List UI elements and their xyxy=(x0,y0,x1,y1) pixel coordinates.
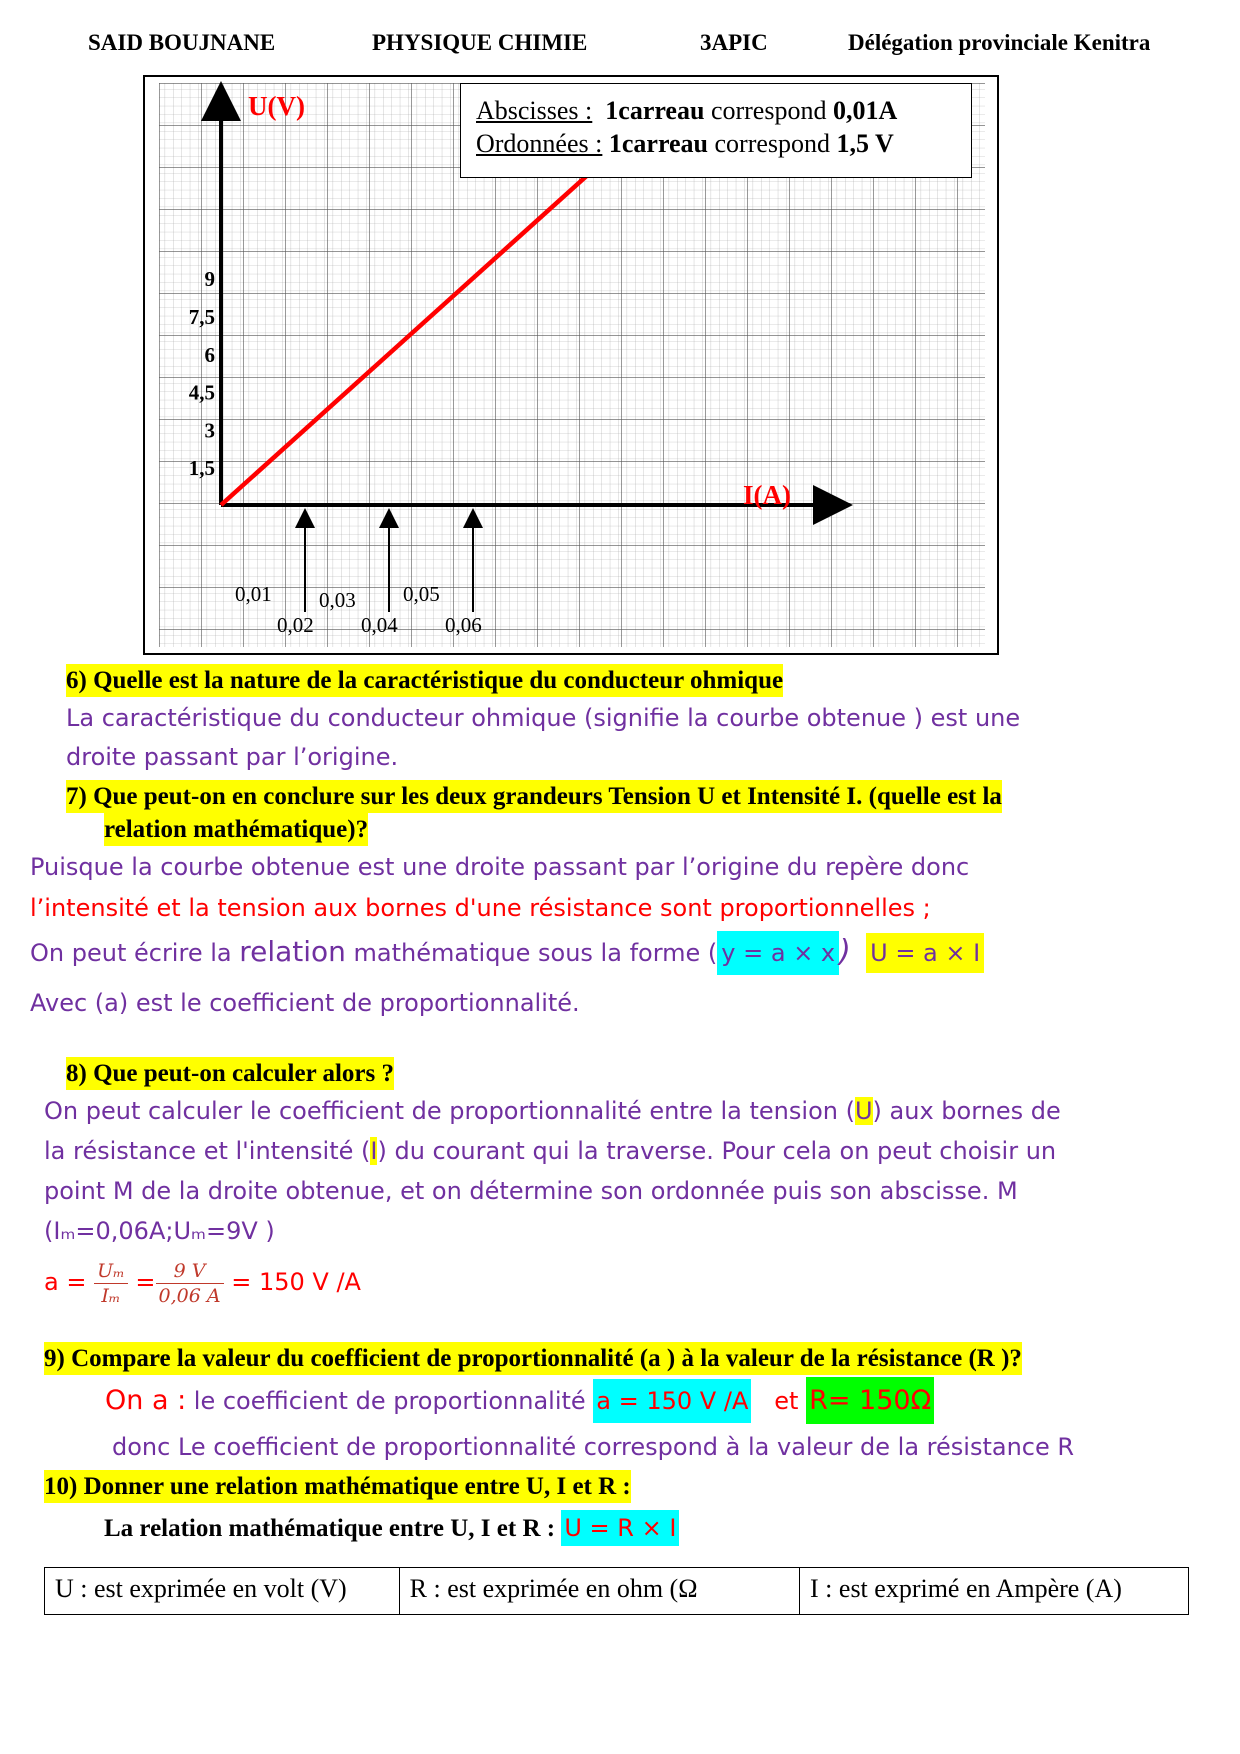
y-tick-label: 4,5 xyxy=(188,380,215,405)
answer-8-i-highlight: I xyxy=(370,1137,378,1165)
x-tick-label: 0,03 xyxy=(319,588,356,612)
fraction-9v: 9 V xyxy=(156,1259,224,1284)
answer-7-line-1: Puisque la courbe obtenue est une droite passant par l’origine du repère donc xyxy=(30,853,970,881)
abscisses-value: 0,01A xyxy=(832,96,898,125)
scale-legend-abscisses xyxy=(476,94,971,127)
question-10: 10) Donner une relation mathématique entre U, I et R : xyxy=(44,1470,631,1503)
x-tick-label: 0,04 xyxy=(361,613,398,637)
question-8: 8) Que peut-on calculer alors ? xyxy=(66,1057,394,1090)
answer-7-line-2: l’intensité et la tension aux bornes d'une résistance sont proportionnelles ; xyxy=(30,894,931,922)
ordonnees-unit: 1carreau xyxy=(608,129,709,158)
x-tick-label: 0,05 xyxy=(403,582,440,606)
relation-value: U = R × I xyxy=(561,1510,679,1546)
x-tick-label: 0,06 xyxy=(445,613,482,637)
answer-9-line-2: donc Le coefficient de proportionnalité correspond à la valeur de la résistance R xyxy=(112,1433,1075,1461)
y-axis-label: U(V) xyxy=(248,91,305,121)
units-table xyxy=(44,1567,1189,1615)
answer-6-line-2: droite passant par l’origine. xyxy=(66,743,399,771)
author-name: SAID BOUJNANE xyxy=(88,30,276,55)
scale-legend-ordonnees xyxy=(476,127,971,160)
class-name: 3APIC xyxy=(700,30,768,55)
answer-9-a-value: a = 150 V /A xyxy=(593,1379,751,1423)
answer-8-line-2-b: ) du courant qui la traverse. Pour cela on peut choisir un xyxy=(377,1137,1057,1165)
answer-9-line-1 xyxy=(105,1386,934,1416)
y-tick-label: 6 xyxy=(204,342,215,367)
formula-close: ) xyxy=(839,934,851,969)
x-tick-label: 0,02 xyxy=(277,613,314,637)
answer-7-mid: mathématique sous la forme ( xyxy=(345,939,718,967)
calc-eq: = xyxy=(135,1268,156,1296)
answer-7-prefix: On peut écrire la xyxy=(30,939,240,967)
units-cell-u: U : est exprimée en volt (V) xyxy=(45,1568,400,1615)
fraction-um: Uₘ xyxy=(94,1259,128,1284)
answer-9-r-value: R= 150Ω xyxy=(806,1377,934,1424)
relation-line xyxy=(104,1512,679,1545)
answer-8-line-3: point M de la droite obtenue, et on détermine son ordonnée puis son abscisse. M xyxy=(44,1177,1018,1205)
abscisses-unit: 1carreau xyxy=(605,96,705,125)
y-tick-label: 7,5 xyxy=(188,305,215,329)
question-6: 6) Quelle est la nature de la caractéristique du conducteur ohmique xyxy=(66,664,783,697)
answer-7-line-3 xyxy=(30,934,984,969)
calc-lhs: a = xyxy=(44,1268,87,1296)
abscisses-label: Abscisses : xyxy=(476,96,593,125)
relation-label: La relation mathématique entre U, I et R : xyxy=(104,1515,556,1542)
answer-8-line-2-a: la résistance et l'intensité ( xyxy=(44,1137,371,1165)
x-axis-label: I(A) xyxy=(743,480,791,510)
answer-9-mid: le coefficient de proportionnalité xyxy=(186,1387,594,1415)
calc-result: = 150 V /A xyxy=(231,1268,361,1296)
ordonnees-value: 1,5 V xyxy=(836,129,894,158)
y-tick-label: 3 xyxy=(204,418,215,443)
answer-7-line-4: Avec (a) est le coefficient de proportionnalité. xyxy=(30,989,580,1017)
table-row xyxy=(45,1568,1189,1615)
answer-8-u-highlight: U xyxy=(854,1097,873,1125)
y-tick-label: 1,5 xyxy=(188,456,215,481)
units-cell-i: I : est exprimé en Ampère (A) xyxy=(800,1568,1189,1615)
answer-9-et: et xyxy=(774,1387,799,1415)
question-7-line-1: 7) Que peut-on en conclure sur les deux grandeurs Tension U et Intensité I. (quelle est la xyxy=(66,780,1002,813)
fraction-um-im xyxy=(94,1259,128,1308)
abscisses-text: correspond xyxy=(710,96,827,125)
formula-general: y = a × x xyxy=(717,931,839,975)
delegation-name: Délégation provinciale Kenitra xyxy=(848,30,1151,55)
answer-9-on-a: On a : xyxy=(105,1385,187,1416)
answer-8-line-4: (Iₘ=0,06A;Uₘ=9V ) xyxy=(44,1217,275,1245)
formula-specific: U = a × I xyxy=(866,933,984,973)
question-7-line-2: relation mathématique)? xyxy=(104,813,368,846)
answer-8-line-1 xyxy=(44,1096,1061,1126)
answer-6-line-1: La caractéristique du conducteur ohmique (signifie la courbe obtenue ) est une xyxy=(66,704,1021,732)
question-9: 9) Compare la valeur du coefficient de proportionnalité (a ) à la valeur de la résistance (R )? xyxy=(44,1342,1022,1375)
answer-8-line-2 xyxy=(44,1136,1056,1166)
answer-8-line-1-a: On peut calculer le coefficient de proportionnalité entre la tension ( xyxy=(44,1097,855,1125)
subject-name: PHYSIQUE CHIMIE xyxy=(372,30,588,55)
ordonnees-label: Ordonnées : xyxy=(476,129,603,158)
scale-legend xyxy=(460,83,972,178)
x-tick-label: 0,01 xyxy=(235,582,272,606)
answer-8-line-1-b: ) aux bornes de xyxy=(872,1097,1061,1125)
fraction-im: Iₘ xyxy=(101,1284,121,1307)
fraction-006a: 0,06 A xyxy=(158,1284,221,1307)
ordonnees-text: correspond xyxy=(714,129,831,158)
fraction-values xyxy=(156,1259,224,1308)
units-cell-r: R : est exprimée en ohm (Ω xyxy=(399,1568,799,1615)
calculation xyxy=(44,1254,361,1310)
y-tick-label: 9 xyxy=(204,267,215,292)
answer-7-word: relation xyxy=(239,935,346,968)
